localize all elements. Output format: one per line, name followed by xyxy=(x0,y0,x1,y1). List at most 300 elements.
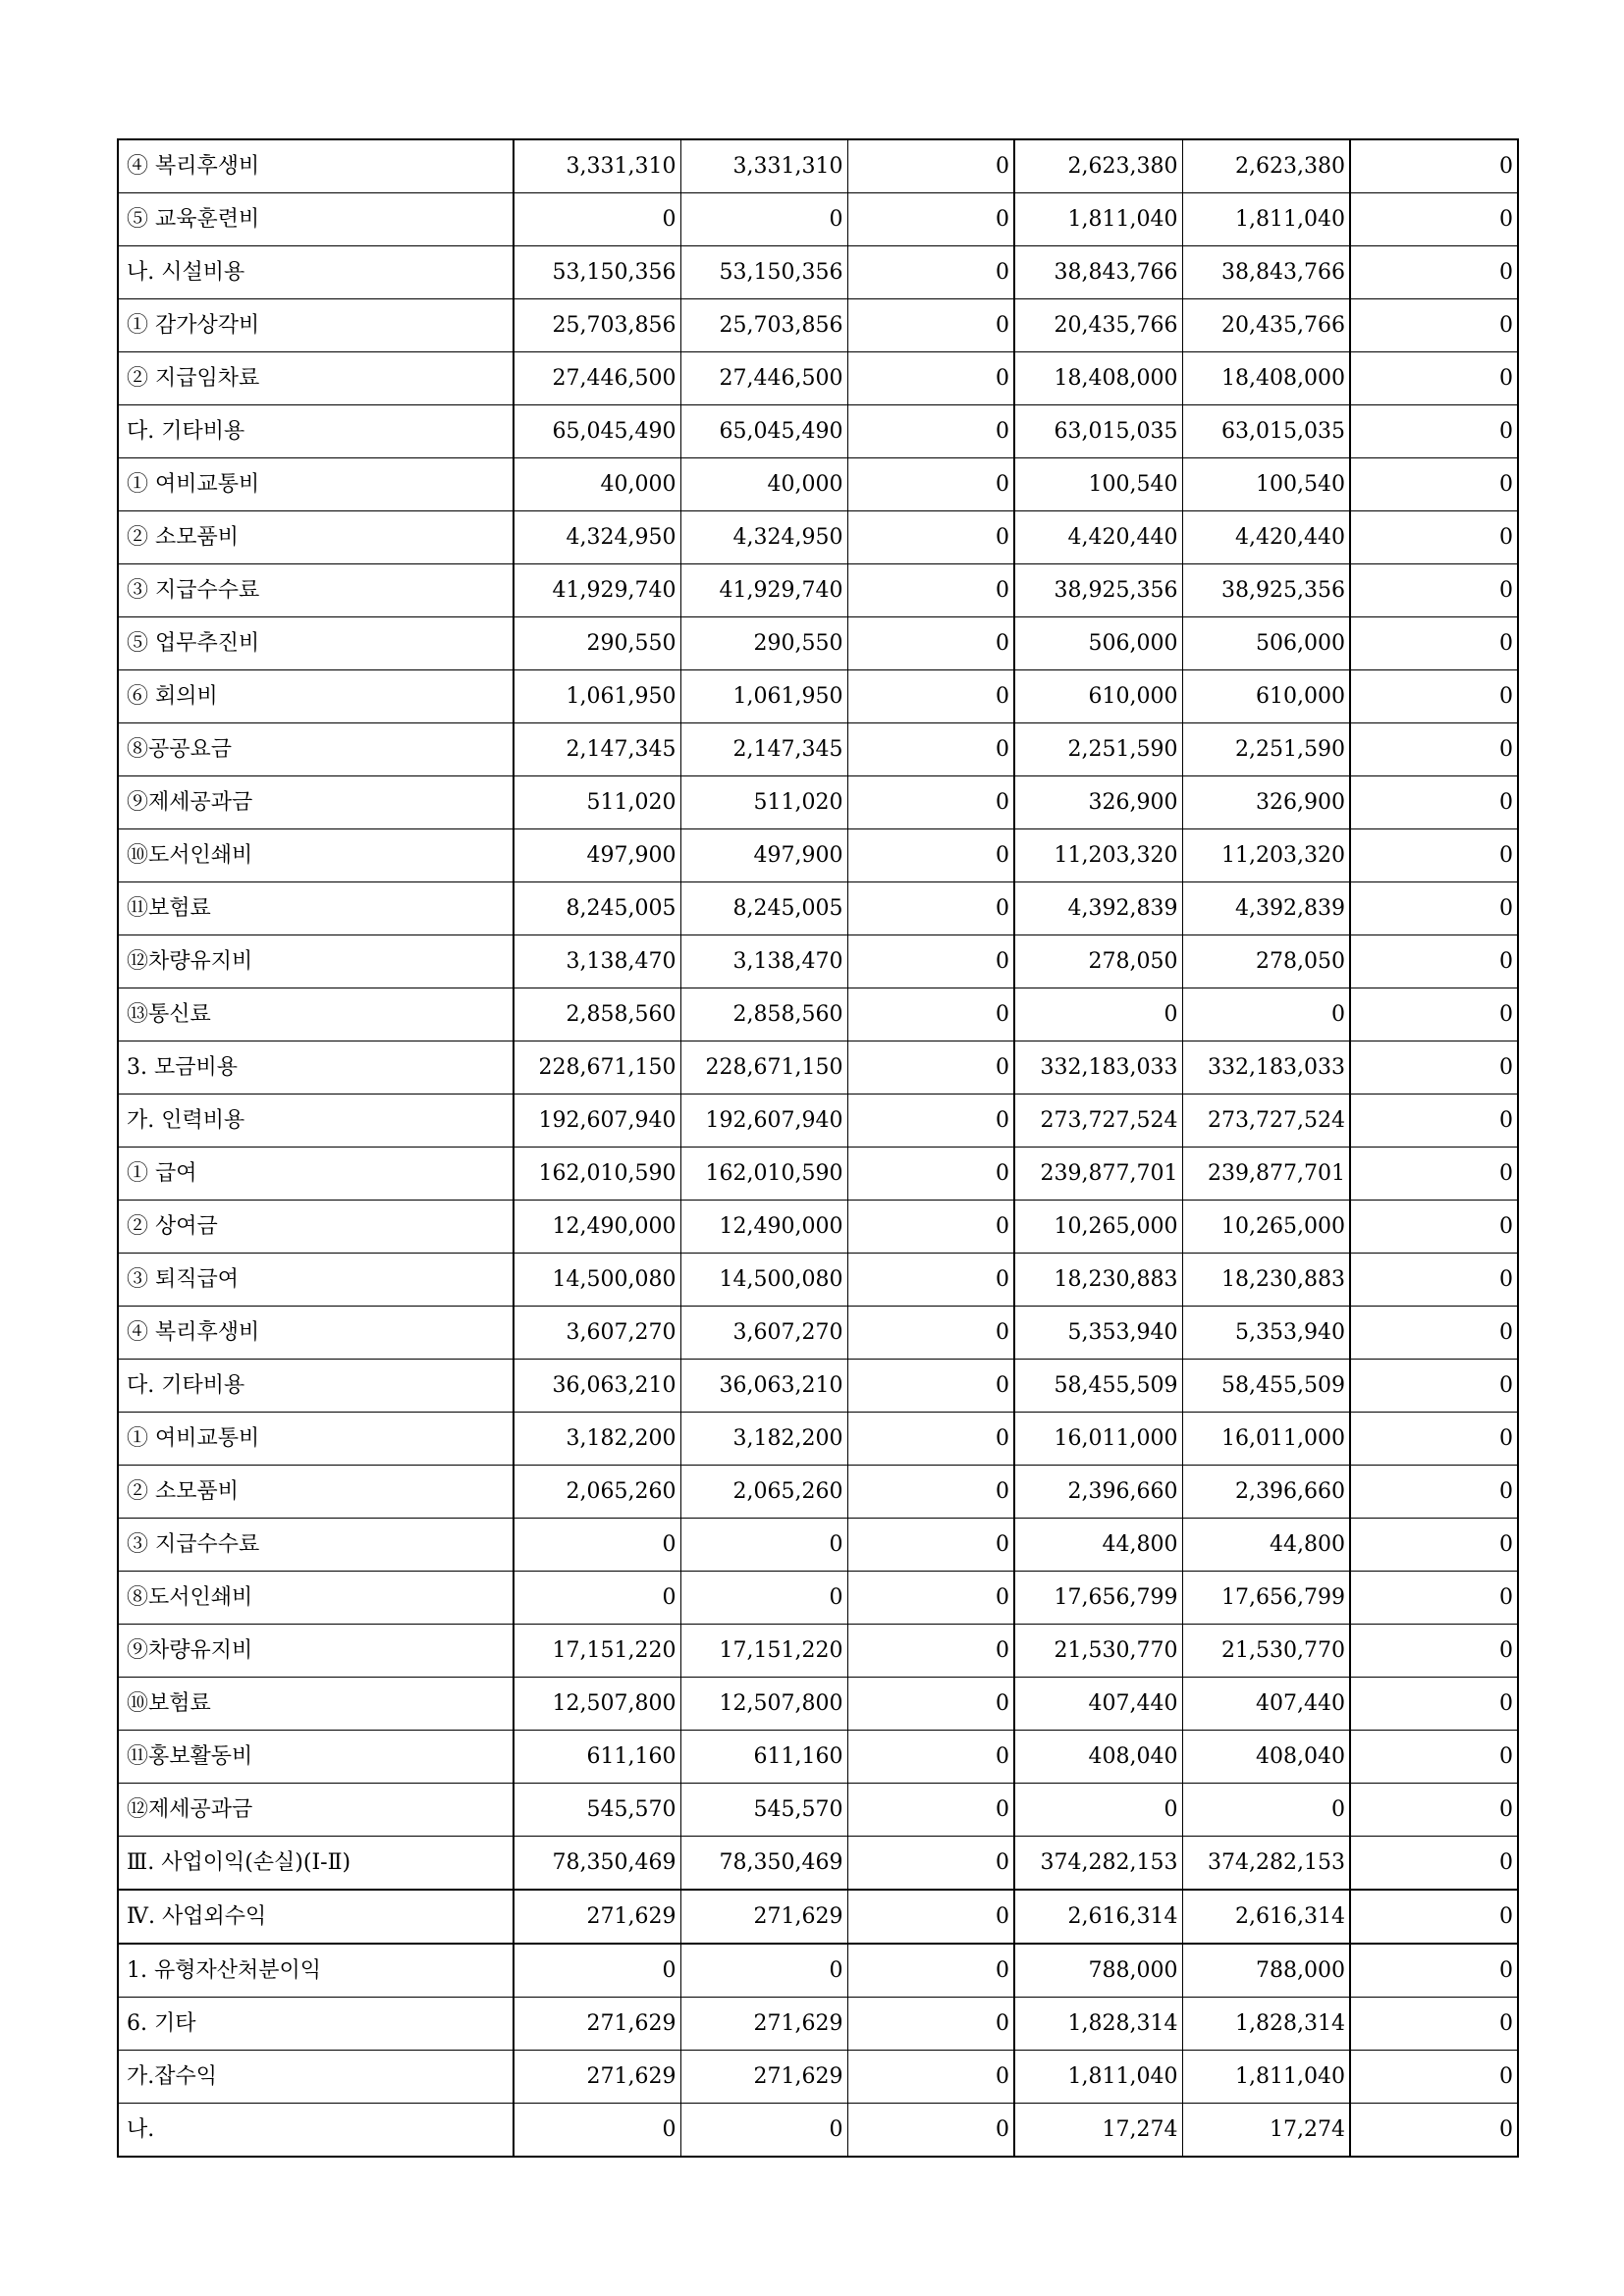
amount-cell: 0 xyxy=(847,246,1014,299)
amount-cell: 611,160 xyxy=(514,1731,680,1784)
amount-cell: 2,396,660 xyxy=(1182,1466,1350,1519)
amount-cell: 610,000 xyxy=(1014,670,1182,723)
financial-statement-table xyxy=(117,138,1519,2158)
table-row xyxy=(118,1678,1518,1731)
amount-cell: 3,138,470 xyxy=(514,935,680,988)
account-label: 가. 인력비용 xyxy=(118,1095,514,1148)
amount-cell: 8,245,005 xyxy=(680,882,847,935)
amount-cell: 21,530,770 xyxy=(1014,1625,1182,1678)
amount-cell: 271,629 xyxy=(514,2051,680,2104)
amount-cell: 0 xyxy=(1350,139,1518,193)
amount-cell: 0 xyxy=(680,1944,847,1998)
account-label: ① 여비교통비 xyxy=(118,458,514,511)
amount-cell: 58,455,509 xyxy=(1182,1360,1350,1413)
table-row xyxy=(118,882,1518,935)
amount-cell: 545,570 xyxy=(514,1784,680,1837)
amount-cell: 18,230,883 xyxy=(1014,1254,1182,1307)
amount-cell: 0 xyxy=(1350,458,1518,511)
amount-cell: 0 xyxy=(847,1466,1014,1519)
amount-cell: 0 xyxy=(847,1307,1014,1360)
amount-cell: 0 xyxy=(847,2104,1014,2158)
amount-cell: 58,455,509 xyxy=(1014,1360,1182,1413)
amount-cell: 1,828,314 xyxy=(1182,1998,1350,2051)
table-row xyxy=(118,670,1518,723)
amount-cell: 162,010,590 xyxy=(514,1148,680,1201)
table-row xyxy=(118,246,1518,299)
amount-cell: 228,671,150 xyxy=(514,1041,680,1095)
amount-cell: 0 xyxy=(847,1998,1014,2051)
amount-cell: 0 xyxy=(847,1041,1014,1095)
amount-cell: 0 xyxy=(1350,1998,1518,2051)
table-row xyxy=(118,1041,1518,1095)
amount-cell: 27,446,500 xyxy=(680,352,847,405)
table-row xyxy=(118,193,1518,246)
amount-cell: 0 xyxy=(1350,1784,1518,1837)
amount-cell: 271,629 xyxy=(680,1890,847,1944)
amount-cell: 18,230,883 xyxy=(1182,1254,1350,1307)
amount-cell: 2,858,560 xyxy=(680,988,847,1041)
table-row xyxy=(118,617,1518,670)
amount-cell: 0 xyxy=(1350,1944,1518,1998)
amount-cell: 611,160 xyxy=(680,1731,847,1784)
amount-cell: 2,065,260 xyxy=(514,1466,680,1519)
amount-cell: 0 xyxy=(1350,246,1518,299)
amount-cell: 12,490,000 xyxy=(514,1201,680,1254)
amount-cell: 0 xyxy=(1350,1095,1518,1148)
amount-cell: 2,858,560 xyxy=(514,988,680,1041)
amount-cell: 0 xyxy=(847,1095,1014,1148)
amount-cell: 0 xyxy=(1350,988,1518,1041)
amount-cell: 14,500,080 xyxy=(680,1254,847,1307)
table-row xyxy=(118,1837,1518,1891)
amount-cell: 18,408,000 xyxy=(1182,352,1350,405)
amount-cell: 10,265,000 xyxy=(1014,1201,1182,1254)
account-label: ① 감가상각비 xyxy=(118,299,514,352)
amount-cell: 3,182,200 xyxy=(514,1413,680,1466)
table-row xyxy=(118,1784,1518,1837)
account-label: 6. 기타 xyxy=(118,1998,514,2051)
amount-cell: 2,616,314 xyxy=(1014,1890,1182,1944)
amount-cell: 1,828,314 xyxy=(1014,1998,1182,2051)
amount-cell: 100,540 xyxy=(1014,458,1182,511)
amount-cell: 407,440 xyxy=(1182,1678,1350,1731)
account-label: ① 여비교통비 xyxy=(118,1413,514,1466)
account-label: ⑪홍보활동비 xyxy=(118,1731,514,1784)
table-row xyxy=(118,776,1518,829)
amount-cell: 0 xyxy=(680,1572,847,1625)
amount-cell: 0 xyxy=(514,1572,680,1625)
amount-cell: 17,151,220 xyxy=(514,1625,680,1678)
amount-cell: 0 xyxy=(847,458,1014,511)
amount-cell: 4,392,839 xyxy=(1182,882,1350,935)
amount-cell: 271,629 xyxy=(680,1998,847,2051)
amount-cell: 0 xyxy=(1350,193,1518,246)
account-label: 다. 기타비용 xyxy=(118,1360,514,1413)
amount-cell: 0 xyxy=(680,2104,847,2158)
amount-cell: 17,656,799 xyxy=(1014,1572,1182,1625)
amount-cell: 0 xyxy=(1350,564,1518,617)
table-row xyxy=(118,723,1518,776)
amount-cell: 65,045,490 xyxy=(514,405,680,458)
amount-cell: 408,040 xyxy=(1014,1731,1182,1784)
amount-cell: 38,843,766 xyxy=(1014,246,1182,299)
amount-cell: 0 xyxy=(847,988,1014,1041)
amount-cell: 0 xyxy=(847,723,1014,776)
amount-cell: 506,000 xyxy=(1014,617,1182,670)
amount-cell: 0 xyxy=(514,193,680,246)
table-row xyxy=(118,139,1518,193)
table-row xyxy=(118,1572,1518,1625)
table-row xyxy=(118,1148,1518,1201)
amount-cell: 497,900 xyxy=(514,829,680,882)
amount-cell: 0 xyxy=(1350,2104,1518,2158)
amount-cell: 0 xyxy=(1350,1413,1518,1466)
amount-cell: 44,800 xyxy=(1182,1519,1350,1572)
account-label: ⑥ 회의비 xyxy=(118,670,514,723)
amount-cell: 0 xyxy=(1350,1307,1518,1360)
amount-cell: 788,000 xyxy=(1014,1944,1182,1998)
amount-cell: 0 xyxy=(1350,1041,1518,1095)
amount-cell: 0 xyxy=(847,670,1014,723)
amount-cell: 545,570 xyxy=(680,1784,847,1837)
amount-cell: 63,015,035 xyxy=(1014,405,1182,458)
amount-cell: 36,063,210 xyxy=(680,1360,847,1413)
account-label: ② 상여금 xyxy=(118,1201,514,1254)
amount-cell: 25,703,856 xyxy=(514,299,680,352)
account-label: ⑤ 교육훈련비 xyxy=(118,193,514,246)
account-label: ⑧도서인쇄비 xyxy=(118,1572,514,1625)
amount-cell: 271,629 xyxy=(514,1890,680,1944)
amount-cell: 0 xyxy=(1350,1519,1518,1572)
amount-cell: 0 xyxy=(847,299,1014,352)
amount-cell: 0 xyxy=(1350,1678,1518,1731)
amount-cell: 3,331,310 xyxy=(514,139,680,193)
amount-cell: 0 xyxy=(847,405,1014,458)
table-body xyxy=(118,139,1518,2157)
amount-cell: 0 xyxy=(847,1572,1014,1625)
amount-cell: 2,616,314 xyxy=(1182,1890,1350,1944)
account-label: 나. 시설비용 xyxy=(118,246,514,299)
amount-cell: 497,900 xyxy=(680,829,847,882)
amount-cell: 2,065,260 xyxy=(680,1466,847,1519)
amount-cell: 332,183,033 xyxy=(1182,1041,1350,1095)
amount-cell: 5,353,940 xyxy=(1182,1307,1350,1360)
amount-cell: 0 xyxy=(1350,1201,1518,1254)
amount-cell: 25,703,856 xyxy=(680,299,847,352)
amount-cell: 3,138,470 xyxy=(680,935,847,988)
table-row xyxy=(118,511,1518,564)
amount-cell: 17,274 xyxy=(1014,2104,1182,2158)
amount-cell: 1,811,040 xyxy=(1182,193,1350,246)
amount-cell: 1,811,040 xyxy=(1182,2051,1350,2104)
table-row xyxy=(118,935,1518,988)
amount-cell: 4,324,950 xyxy=(514,511,680,564)
amount-cell: 78,350,469 xyxy=(680,1837,847,1891)
amount-cell: 0 xyxy=(1350,352,1518,405)
account-label: ⑫차량유지비 xyxy=(118,935,514,988)
amount-cell: 1,061,950 xyxy=(680,670,847,723)
table-row xyxy=(118,1201,1518,1254)
amount-cell: 0 xyxy=(847,935,1014,988)
amount-cell: 0 xyxy=(1350,723,1518,776)
amount-cell: 2,251,590 xyxy=(1014,723,1182,776)
amount-cell: 44,800 xyxy=(1014,1519,1182,1572)
amount-cell: 0 xyxy=(847,1625,1014,1678)
account-label: ② 소모품비 xyxy=(118,511,514,564)
amount-cell: 3,607,270 xyxy=(514,1307,680,1360)
amount-cell: 0 xyxy=(1350,1360,1518,1413)
amount-cell: 407,440 xyxy=(1014,1678,1182,1731)
table-row xyxy=(118,564,1518,617)
amount-cell: 4,392,839 xyxy=(1014,882,1182,935)
table-row xyxy=(118,1625,1518,1678)
amount-cell: 0 xyxy=(847,1837,1014,1891)
amount-cell: 17,151,220 xyxy=(680,1625,847,1678)
table-row xyxy=(118,1519,1518,1572)
account-label: ⑨제세공과금 xyxy=(118,776,514,829)
amount-cell: 0 xyxy=(847,1360,1014,1413)
amount-cell: 0 xyxy=(1350,776,1518,829)
amount-cell: 16,011,000 xyxy=(1014,1413,1182,1466)
amount-cell: 0 xyxy=(1350,1466,1518,1519)
amount-cell: 228,671,150 xyxy=(680,1041,847,1095)
account-label: Ⅲ. 사업이익(손실)(Ⅰ-Ⅱ) xyxy=(118,1837,514,1891)
account-label: ⑬통신료 xyxy=(118,988,514,1041)
amount-cell: 290,550 xyxy=(514,617,680,670)
amount-cell: 16,011,000 xyxy=(1182,1413,1350,1466)
amount-cell: 53,150,356 xyxy=(680,246,847,299)
amount-cell: 0 xyxy=(1350,1625,1518,1678)
amount-cell: 3,182,200 xyxy=(680,1413,847,1466)
amount-cell: 0 xyxy=(514,1944,680,1998)
amount-cell: 0 xyxy=(680,1519,847,1572)
amount-cell: 0 xyxy=(847,617,1014,670)
amount-cell: 0 xyxy=(847,564,1014,617)
amount-cell: 40,000 xyxy=(514,458,680,511)
amount-cell: 0 xyxy=(847,1784,1014,1837)
account-label: ④ 복리후생비 xyxy=(118,1307,514,1360)
account-label: Ⅳ. 사업외수익 xyxy=(118,1890,514,1944)
amount-cell: 0 xyxy=(1350,405,1518,458)
amount-cell: 326,900 xyxy=(1182,776,1350,829)
amount-cell: 0 xyxy=(847,1413,1014,1466)
table-row xyxy=(118,1998,1518,2051)
amount-cell: 0 xyxy=(847,882,1014,935)
amount-cell: 20,435,766 xyxy=(1014,299,1182,352)
amount-cell: 788,000 xyxy=(1182,1944,1350,1998)
amount-cell: 4,420,440 xyxy=(1182,511,1350,564)
table-row xyxy=(118,1944,1518,1998)
amount-cell: 12,507,800 xyxy=(680,1678,847,1731)
amount-cell: 63,015,035 xyxy=(1182,405,1350,458)
amount-cell: 1,061,950 xyxy=(514,670,680,723)
account-label: 1. 유형자산처분이익 xyxy=(118,1944,514,1998)
account-label: 다. 기타비용 xyxy=(118,405,514,458)
amount-cell: 0 xyxy=(1350,1148,1518,1201)
amount-cell: 239,877,701 xyxy=(1014,1148,1182,1201)
amount-cell: 0 xyxy=(1350,882,1518,935)
amount-cell: 21,530,770 xyxy=(1182,1625,1350,1678)
account-label: ③ 퇴직급여 xyxy=(118,1254,514,1307)
amount-cell: 0 xyxy=(847,1731,1014,1784)
amount-cell: 11,203,320 xyxy=(1182,829,1350,882)
amount-cell: 0 xyxy=(847,1678,1014,1731)
amount-cell: 271,629 xyxy=(680,2051,847,2104)
amount-cell: 20,435,766 xyxy=(1182,299,1350,352)
amount-cell: 290,550 xyxy=(680,617,847,670)
amount-cell: 408,040 xyxy=(1182,1731,1350,1784)
amount-cell: 36,063,210 xyxy=(514,1360,680,1413)
amount-cell: 0 xyxy=(847,1519,1014,1572)
table-row xyxy=(118,1466,1518,1519)
amount-cell: 78,350,469 xyxy=(514,1837,680,1891)
amount-cell: 0 xyxy=(1350,2051,1518,2104)
account-label: ⑨차량유지비 xyxy=(118,1625,514,1678)
amount-cell: 2,396,660 xyxy=(1014,1466,1182,1519)
table-row xyxy=(118,1360,1518,1413)
amount-cell: 374,282,153 xyxy=(1014,1837,1182,1891)
amount-cell: 8,245,005 xyxy=(514,882,680,935)
amount-cell: 0 xyxy=(847,1201,1014,1254)
account-label: ⑪보험료 xyxy=(118,882,514,935)
amount-cell: 0 xyxy=(1014,988,1182,1041)
amount-cell: 278,050 xyxy=(1182,935,1350,988)
amount-cell: 11,203,320 xyxy=(1014,829,1182,882)
amount-cell: 12,507,800 xyxy=(514,1678,680,1731)
account-label: ③ 지급수수료 xyxy=(118,564,514,617)
account-label: 3. 모금비용 xyxy=(118,1041,514,1095)
amount-cell: 0 xyxy=(1350,617,1518,670)
table-row xyxy=(118,2104,1518,2158)
account-label: ③ 지급수수료 xyxy=(118,1519,514,1572)
amount-cell: 506,000 xyxy=(1182,617,1350,670)
amount-cell: 41,929,740 xyxy=(680,564,847,617)
amount-cell: 0 xyxy=(847,193,1014,246)
table-row xyxy=(118,2051,1518,2104)
amount-cell: 0 xyxy=(847,2051,1014,2104)
account-label: ⑫제세공과금 xyxy=(118,1784,514,1837)
amount-cell: 0 xyxy=(1350,670,1518,723)
table-row xyxy=(118,1731,1518,1784)
account-label: 가.잡수익 xyxy=(118,2051,514,2104)
amount-cell: 273,727,524 xyxy=(1182,1095,1350,1148)
amount-cell: 17,274 xyxy=(1182,2104,1350,2158)
amount-cell: 2,251,590 xyxy=(1182,723,1350,776)
account-label: ① 급여 xyxy=(118,1148,514,1201)
table-row xyxy=(118,1890,1518,1944)
account-label: ④ 복리후생비 xyxy=(118,139,514,193)
amount-cell: 3,331,310 xyxy=(680,139,847,193)
amount-cell: 0 xyxy=(1350,1837,1518,1891)
amount-cell: 374,282,153 xyxy=(1182,1837,1350,1891)
amount-cell: 65,045,490 xyxy=(680,405,847,458)
amount-cell: 511,020 xyxy=(680,776,847,829)
amount-cell: 2,623,380 xyxy=(1014,139,1182,193)
amount-cell: 0 xyxy=(1350,829,1518,882)
account-label: ⑩도서인쇄비 xyxy=(118,829,514,882)
amount-cell: 38,925,356 xyxy=(1182,564,1350,617)
amount-cell: 3,607,270 xyxy=(680,1307,847,1360)
amount-cell: 1,811,040 xyxy=(1014,2051,1182,2104)
amount-cell: 0 xyxy=(847,511,1014,564)
amount-cell: 2,623,380 xyxy=(1182,139,1350,193)
amount-cell: 0 xyxy=(847,1148,1014,1201)
table-row xyxy=(118,299,1518,352)
amount-cell: 0 xyxy=(514,1519,680,1572)
table-row xyxy=(118,829,1518,882)
account-label: ② 지급임차료 xyxy=(118,352,514,405)
amount-cell: 2,147,345 xyxy=(680,723,847,776)
amount-cell: 0 xyxy=(1182,1784,1350,1837)
table-row xyxy=(118,1413,1518,1466)
table-row xyxy=(118,352,1518,405)
amount-cell: 192,607,940 xyxy=(680,1095,847,1148)
table-row xyxy=(118,1254,1518,1307)
amount-cell: 53,150,356 xyxy=(514,246,680,299)
amount-cell: 10,265,000 xyxy=(1182,1201,1350,1254)
table-row xyxy=(118,1095,1518,1148)
amount-cell: 38,843,766 xyxy=(1182,246,1350,299)
amount-cell: 0 xyxy=(847,776,1014,829)
amount-cell: 0 xyxy=(1350,511,1518,564)
amount-cell: 271,629 xyxy=(514,1998,680,2051)
amount-cell: 326,900 xyxy=(1014,776,1182,829)
account-label: ⑧공공요금 xyxy=(118,723,514,776)
amount-cell: 4,420,440 xyxy=(1014,511,1182,564)
account-label: 나. xyxy=(118,2104,514,2158)
amount-cell: 4,324,950 xyxy=(680,511,847,564)
amount-cell: 40,000 xyxy=(680,458,847,511)
amount-cell: 17,656,799 xyxy=(1182,1572,1350,1625)
amount-cell: 0 xyxy=(1350,935,1518,988)
table-row xyxy=(118,988,1518,1041)
amount-cell: 0 xyxy=(847,1944,1014,1998)
amount-cell: 12,490,000 xyxy=(680,1201,847,1254)
amount-cell: 14,500,080 xyxy=(514,1254,680,1307)
amount-cell: 27,446,500 xyxy=(514,352,680,405)
amount-cell: 0 xyxy=(1350,299,1518,352)
table-row xyxy=(118,405,1518,458)
amount-cell: 38,925,356 xyxy=(1014,564,1182,617)
amount-cell: 278,050 xyxy=(1014,935,1182,988)
amount-cell: 0 xyxy=(514,2104,680,2158)
amount-cell: 0 xyxy=(680,193,847,246)
amount-cell: 332,183,033 xyxy=(1014,1041,1182,1095)
amount-cell: 5,353,940 xyxy=(1014,1307,1182,1360)
amount-cell: 273,727,524 xyxy=(1014,1095,1182,1148)
amount-cell: 100,540 xyxy=(1182,458,1350,511)
amount-cell: 0 xyxy=(847,829,1014,882)
amount-cell: 239,877,701 xyxy=(1182,1148,1350,1201)
amount-cell: 0 xyxy=(1350,1890,1518,1944)
amount-cell: 0 xyxy=(847,1254,1014,1307)
amount-cell: 0 xyxy=(847,352,1014,405)
amount-cell: 0 xyxy=(847,139,1014,193)
amount-cell: 192,607,940 xyxy=(514,1095,680,1148)
amount-cell: 1,811,040 xyxy=(1014,193,1182,246)
table-row xyxy=(118,1307,1518,1360)
amount-cell: 0 xyxy=(1350,1572,1518,1625)
amount-cell: 0 xyxy=(1350,1254,1518,1307)
amount-cell: 162,010,590 xyxy=(680,1148,847,1201)
table-row xyxy=(118,458,1518,511)
amount-cell: 511,020 xyxy=(514,776,680,829)
amount-cell: 0 xyxy=(1182,988,1350,1041)
account-label: ⑤ 업무추진비 xyxy=(118,617,514,670)
amount-cell: 610,000 xyxy=(1182,670,1350,723)
account-label: ② 소모품비 xyxy=(118,1466,514,1519)
amount-cell: 18,408,000 xyxy=(1014,352,1182,405)
